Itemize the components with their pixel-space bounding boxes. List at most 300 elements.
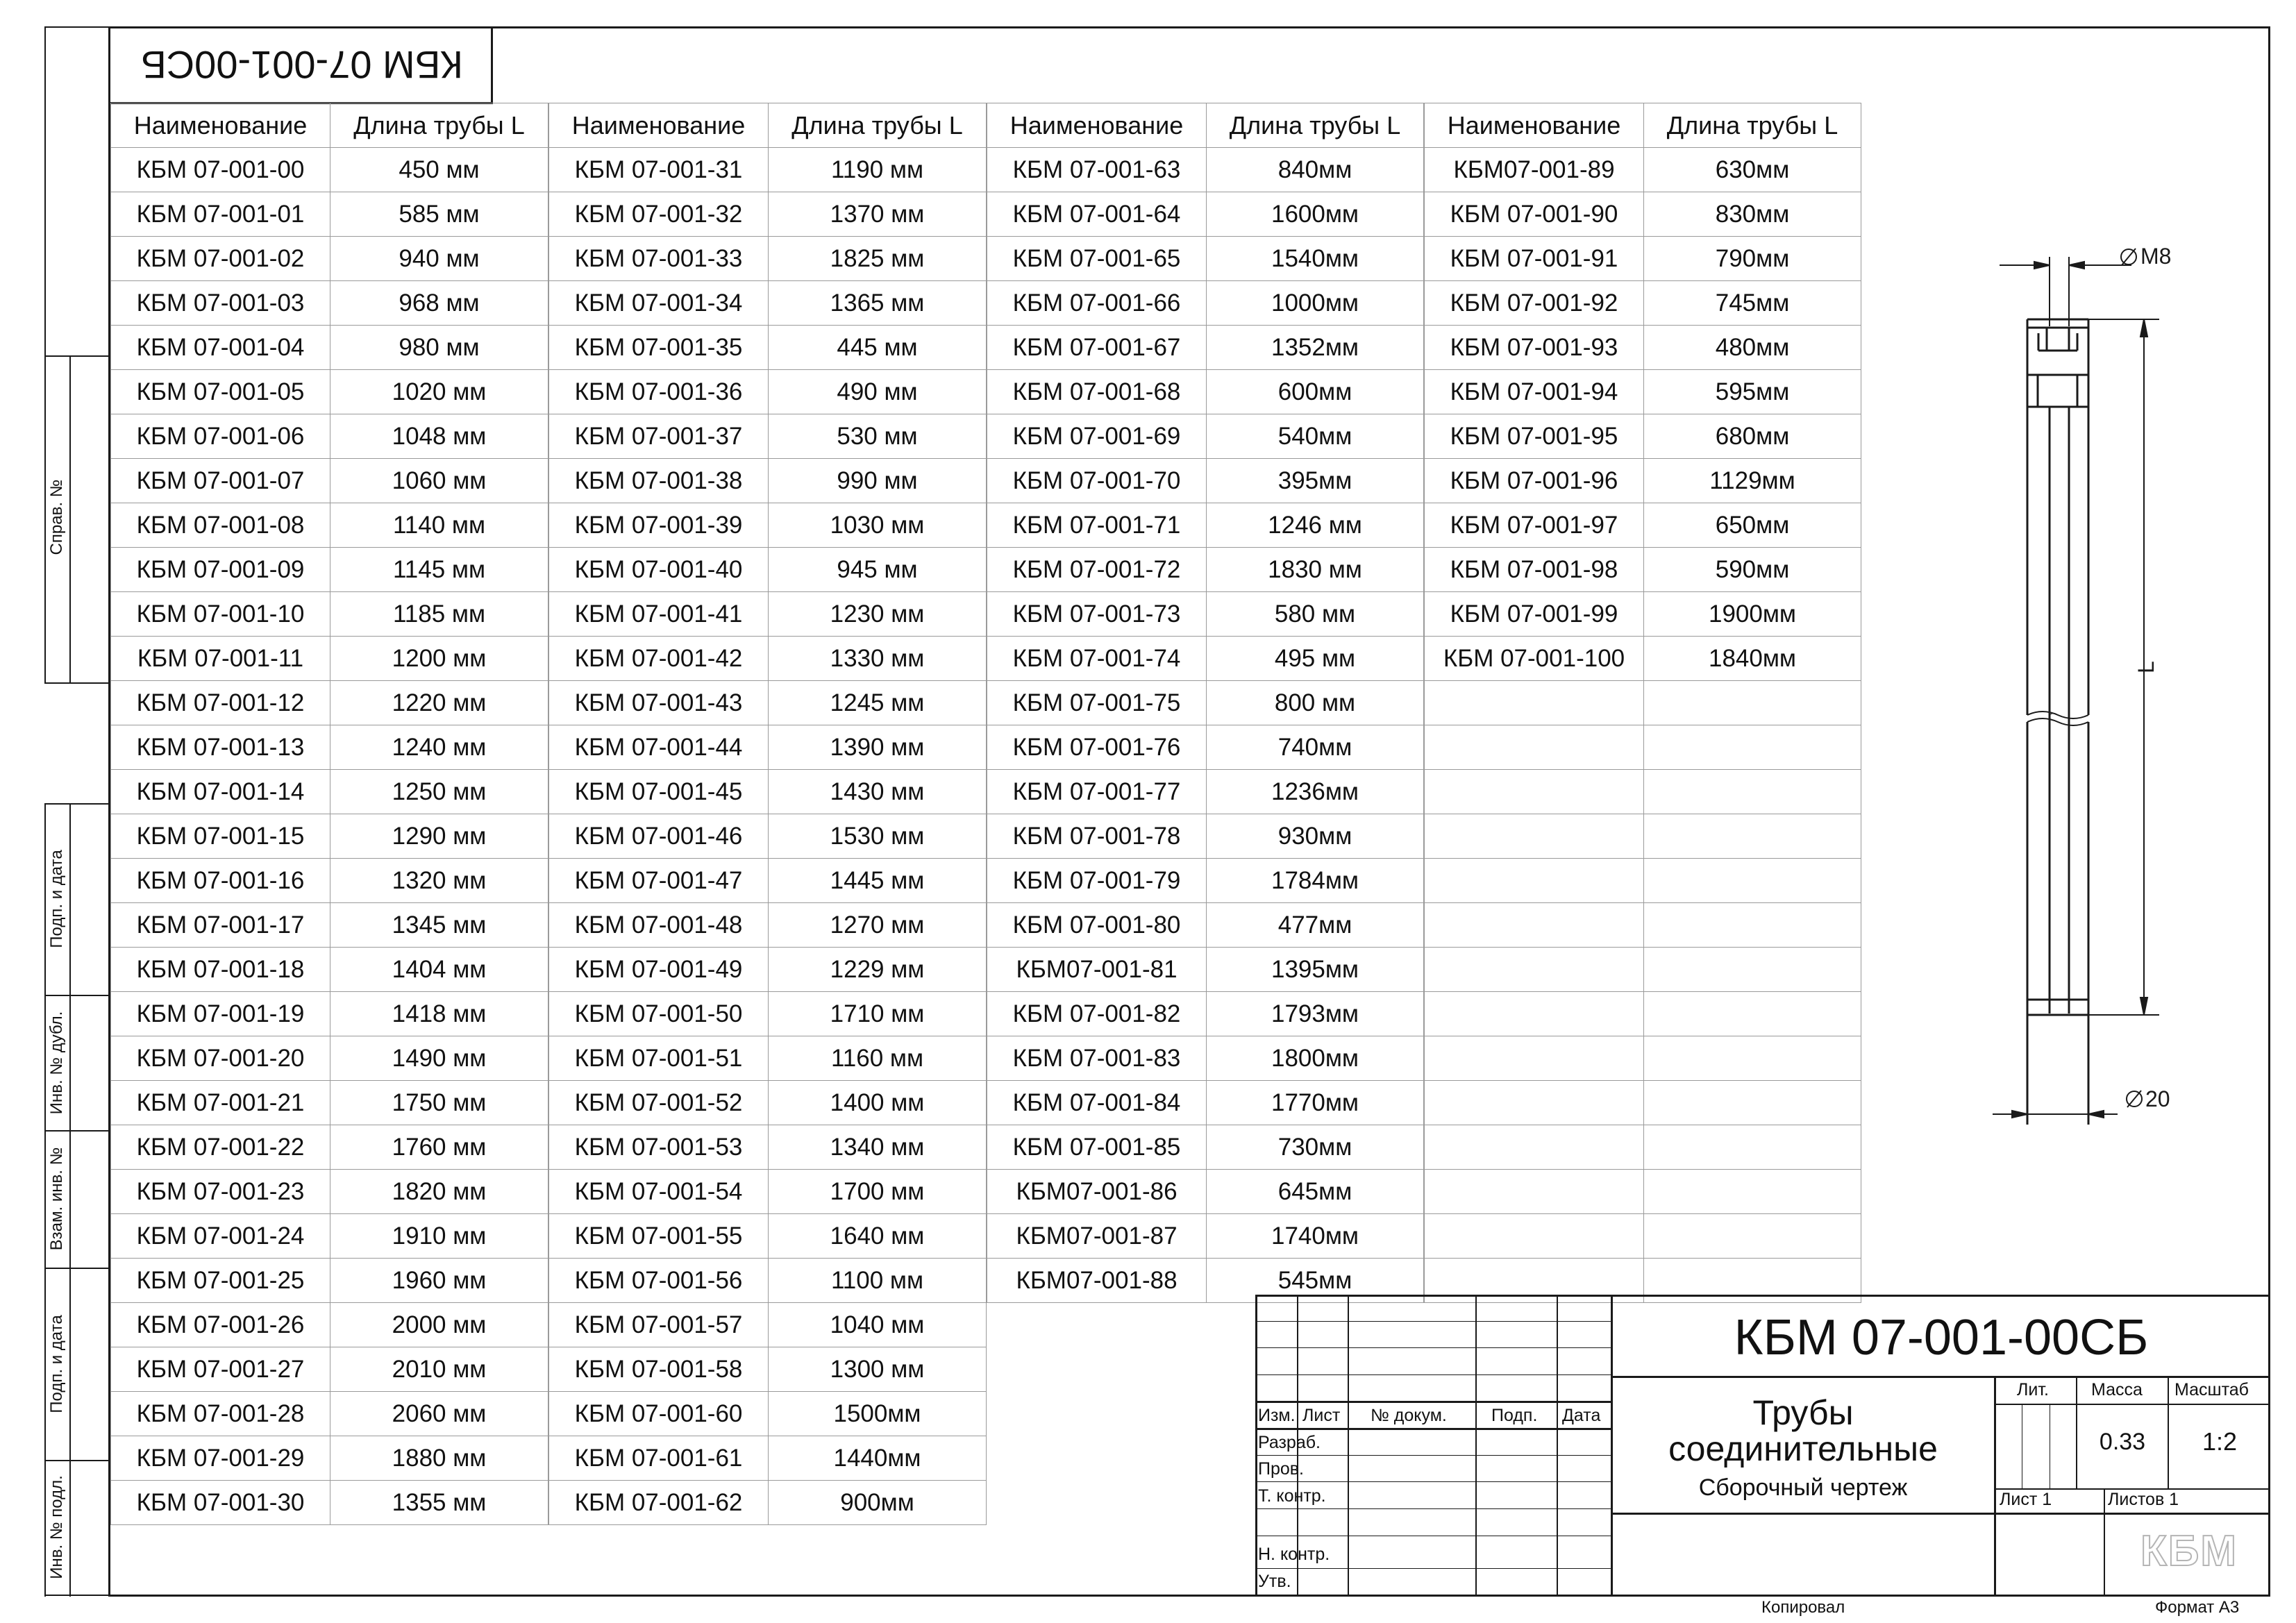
table-row [549, 903, 987, 948]
cell-length: 1100 мм [769, 1259, 987, 1303]
col-header-length: Длина трубы L [1207, 103, 1424, 148]
cell-name: КБМ 07-001-24 [111, 1214, 330, 1259]
cell-name: КБМ 07-001-23 [111, 1170, 330, 1214]
margin-strip-line [69, 355, 71, 684]
cell-length: 630мм [1644, 148, 1861, 192]
table-row [111, 948, 548, 992]
cell-name: КБМ 07-001-61 [549, 1436, 769, 1481]
cell-name: КБМ 07-001-74 [987, 637, 1207, 681]
table-row [111, 1125, 548, 1170]
cell-length: 540мм [1207, 414, 1424, 459]
cell-length: 1600мм [1207, 192, 1424, 237]
margin-label-podp-data-2: Подп. и дата [47, 1315, 66, 1413]
table-row [549, 548, 987, 592]
table-row [549, 948, 987, 992]
footer-format: Формат А3 [2155, 1598, 2240, 1617]
table-row [987, 281, 1424, 326]
table-row [549, 1347, 987, 1392]
table-row [1425, 1170, 1861, 1214]
cell-name [1425, 1170, 1644, 1214]
cell-name: КБМ 07-001-51 [549, 1036, 769, 1081]
tb-line [1611, 1513, 2270, 1515]
table-row [987, 725, 1424, 770]
cell-length: 1700 мм [769, 1170, 987, 1214]
tb-row-nkontr: Н. контр. [1258, 1545, 1330, 1564]
spec-table-2 [548, 103, 987, 1525]
table-row [549, 1303, 987, 1347]
cell-name: КБМ 07-001-73 [987, 592, 1207, 637]
tb-line [1255, 1321, 1612, 1322]
table-row [549, 1081, 987, 1125]
tb-subtitle: Сборочный чертеж [1698, 1474, 1908, 1501]
cell-name: КБМ 07-001-30 [111, 1481, 330, 1525]
cell-name: КБМ 07-001-15 [111, 814, 330, 859]
cell-name: КБМ 07-001-47 [549, 859, 769, 903]
cell-length: 1445 мм [769, 859, 987, 903]
cell-length: 1190 мм [769, 148, 987, 192]
tb-line [1475, 1295, 1477, 1597]
cell-length: 745мм [1644, 281, 1861, 326]
cell-length [1644, 681, 1861, 725]
cell-length: 730мм [1207, 1125, 1424, 1170]
table-row [1425, 503, 1861, 548]
table-row [1425, 814, 1861, 859]
tb-row-tkontr: Т. контр. [1258, 1486, 1326, 1506]
table-row [1425, 1125, 1861, 1170]
cell-name: КБМ 07-001-43 [549, 681, 769, 725]
cell-name: КБМ 07-001-94 [1425, 370, 1644, 414]
table-row [987, 148, 1424, 192]
table-row [111, 1081, 548, 1125]
cell-length: 990 мм [769, 459, 987, 503]
tb-col-izm: Изм. [1258, 1406, 1296, 1425]
cell-name: КБМ 07-001-00 [111, 148, 330, 192]
spec-header-row [1425, 103, 1861, 148]
table-row [111, 1436, 548, 1481]
cell-name [1425, 1081, 1644, 1125]
cell-length: 940 мм [330, 237, 548, 281]
col-header-name: Наименование [111, 103, 330, 148]
tb-mass-value: 0.33 [2099, 1429, 2146, 1455]
cell-name: КБМ 07-001-38 [549, 459, 769, 503]
table-row [549, 681, 987, 725]
table-row [111, 148, 548, 192]
table-row [549, 992, 987, 1036]
cell-length: 1330 мм [769, 637, 987, 681]
tb-line [1255, 1481, 1612, 1482]
cell-length [1644, 1081, 1861, 1125]
cell-length: 800 мм [1207, 681, 1424, 725]
table-row [987, 548, 1424, 592]
cell-name: КБМ 07-001-85 [987, 1125, 1207, 1170]
cell-length: 740мм [1207, 725, 1424, 770]
dim-diameter-label: 20 [2145, 1086, 2170, 1111]
table-row [549, 1214, 987, 1259]
table-row [1425, 148, 1861, 192]
cell-name [1425, 1214, 1644, 1259]
cell-name: КБМ 07-001-70 [987, 459, 1207, 503]
cell-name: КБМ 07-001-54 [549, 1170, 769, 1214]
cell-name: КБМ 07-001-45 [549, 770, 769, 814]
cell-length: 1200 мм [330, 637, 548, 681]
cell-name: КБМ 07-001-07 [111, 459, 330, 503]
cell-length: 1270 мм [769, 903, 987, 948]
cell-length: 1230 мм [769, 592, 987, 637]
table-row [987, 770, 1424, 814]
table-row [987, 326, 1424, 370]
table-row [111, 770, 548, 814]
table-row [111, 281, 548, 326]
tb-line [1255, 1374, 1612, 1375]
cell-length [1644, 1125, 1861, 1170]
cell-length: 650мм [1644, 503, 1861, 548]
cell-length: 1500мм [769, 1392, 987, 1436]
cell-name [1425, 814, 1644, 859]
table-row [111, 503, 548, 548]
tb-line [1255, 1455, 1612, 1456]
kbm-logo [2130, 1527, 2248, 1576]
cell-length: 1430 мм [769, 770, 987, 814]
cell-length [1644, 1214, 1861, 1259]
cell-name: КБМ 07-001-67 [987, 326, 1207, 370]
margin-label-vzam-inv: Взам. инв. № [47, 1147, 66, 1251]
cell-name: КБМ 07-001-82 [987, 992, 1207, 1036]
table-row [1425, 1036, 1861, 1081]
margin-strip-line [44, 355, 110, 357]
tb-line [1994, 1376, 1996, 1597]
cell-name: КБМ 07-001-100 [1425, 637, 1644, 681]
cell-length: 900мм [769, 1481, 987, 1525]
cell-name: КБМ 07-001-21 [111, 1081, 330, 1125]
cell-name: КБМ 07-001-37 [549, 414, 769, 459]
cell-name: КБМ 07-001-80 [987, 903, 1207, 948]
table-row [1425, 1214, 1861, 1259]
cell-length [1644, 859, 1861, 903]
cell-name: КБМ 07-001-04 [111, 326, 330, 370]
cell-length: 1030 мм [769, 503, 987, 548]
table-row [987, 192, 1424, 237]
cell-length: 1345 мм [330, 903, 548, 948]
tb-line [1255, 1428, 1612, 1430]
spec-table-3 [987, 103, 1424, 1303]
table-row [1425, 1081, 1861, 1125]
cell-name: КБМ 07-001-05 [111, 370, 330, 414]
cell-length: 1440мм [769, 1436, 987, 1481]
tb-title-line1: Трубы [1752, 1393, 1854, 1432]
spec-header-row [111, 103, 548, 148]
cell-length: 1825 мм [769, 237, 987, 281]
cell-name: КБМ 07-001-52 [549, 1081, 769, 1125]
tb-line [1255, 1401, 1612, 1403]
cell-length: 1060 мм [330, 459, 548, 503]
tb-line [1994, 1404, 2270, 1405]
table-row [549, 414, 987, 459]
cell-name [1425, 948, 1644, 992]
cell-name: КБМ 07-001-98 [1425, 548, 1644, 592]
cell-length: 1760 мм [330, 1125, 548, 1170]
cell-length: 680мм [1644, 414, 1861, 459]
cell-name: КБМ 07-001-10 [111, 592, 330, 637]
cell-name: КБМ 07-001-62 [549, 1481, 769, 1525]
table-row [987, 1081, 1424, 1125]
cell-name: КБМ 07-001-75 [987, 681, 1207, 725]
table-row [111, 859, 548, 903]
cell-length: 790мм [1644, 237, 1861, 281]
tb-row-prov: Пров. [1258, 1459, 1305, 1479]
table-row [111, 903, 548, 948]
cell-name: КБМ 07-001-96 [1425, 459, 1644, 503]
table-row [1425, 548, 1861, 592]
cell-length [1644, 948, 1861, 992]
tb-line [1611, 1376, 2270, 1378]
cell-name: КБМ 07-001-01 [111, 192, 330, 237]
cell-length: 1370 мм [769, 192, 987, 237]
cell-name: КБМ 07-001-99 [1425, 592, 1644, 637]
cell-length: 980 мм [330, 326, 548, 370]
cell-length: 1220 мм [330, 681, 548, 725]
tb-sheets-label: Листов 1 [2108, 1490, 2179, 1509]
table-row [111, 992, 548, 1036]
margin-label-podp-data: Подп. и дата [47, 850, 66, 948]
table-row [549, 1170, 987, 1214]
table-row [111, 1214, 548, 1259]
table-row [987, 814, 1424, 859]
table-row [1425, 903, 1861, 948]
table-row [549, 1392, 987, 1436]
cell-name: КБМ 07-001-41 [549, 592, 769, 637]
cell-name: КБМ 07-001-09 [111, 548, 330, 592]
cell-name: КБМ 07-001-50 [549, 992, 769, 1036]
table-row [549, 237, 987, 281]
cell-length: 1246 мм [1207, 503, 1424, 548]
cell-name: КБМ07-001-81 [987, 948, 1207, 992]
cell-name: КБМ 07-001-95 [1425, 414, 1644, 459]
table-row [111, 1347, 548, 1392]
table-row [111, 1481, 548, 1525]
table-row [549, 1125, 987, 1170]
table-row [549, 1481, 987, 1525]
table-row [1425, 992, 1861, 1036]
tb-document-code: КБМ 07-001-00СБ [1734, 1310, 2149, 1365]
cell-name: КБМ 07-001-31 [549, 148, 769, 192]
tb-col-data: Дата [1562, 1406, 1601, 1425]
table-row [1425, 725, 1861, 770]
tb-scale-label: Масштаб [2175, 1380, 2249, 1399]
cell-name: КБМ 07-001-02 [111, 237, 330, 281]
cell-length: 1236мм [1207, 770, 1424, 814]
cell-length: 1250 мм [330, 770, 548, 814]
table-row [987, 1036, 1424, 1081]
table-row [1425, 414, 1861, 459]
table-row [549, 859, 987, 903]
table-row [1425, 326, 1861, 370]
cell-length: 1040 мм [769, 1303, 987, 1347]
cell-length: 1840мм [1644, 637, 1861, 681]
cell-name [1425, 859, 1644, 903]
col-header-name: Наименование [987, 103, 1207, 148]
cell-length: 1404 мм [330, 948, 548, 992]
table-row [1425, 281, 1861, 326]
table-row [987, 414, 1424, 459]
spec-header-row [987, 103, 1424, 148]
col-header-length: Длина трубы L [1644, 103, 1861, 148]
cell-length: 2060 мм [330, 1392, 548, 1436]
cell-name: КБМ 07-001-84 [987, 1081, 1207, 1125]
cell-length: 645мм [1207, 1170, 1424, 1214]
spec-table-4 [1424, 103, 1861, 1303]
cell-name [1425, 725, 1644, 770]
cell-name: КБМ 07-001-29 [111, 1436, 330, 1481]
cell-name: КБМ 07-001-28 [111, 1392, 330, 1436]
cell-length: 595мм [1644, 370, 1861, 414]
margin-strip-line [44, 682, 110, 684]
col-header-length: Длина трубы L [330, 103, 548, 148]
cell-name: КБМ 07-001-93 [1425, 326, 1644, 370]
cell-length: 1340 мм [769, 1125, 987, 1170]
table-row [549, 370, 987, 414]
table-row [111, 548, 548, 592]
cell-length: 968 мм [330, 281, 548, 326]
cell-length: 1820 мм [330, 1170, 548, 1214]
cell-name: КБМ 07-001-78 [987, 814, 1207, 859]
cell-length: 1390 мм [769, 725, 987, 770]
cell-name: КБМ 07-001-56 [549, 1259, 769, 1303]
cell-length: 1290 мм [330, 814, 548, 859]
cell-name: КБМ 07-001-39 [549, 503, 769, 548]
table-row [987, 859, 1424, 903]
cell-length: 1300 мм [769, 1347, 987, 1392]
cell-name: КБМ 07-001-83 [987, 1036, 1207, 1081]
margin-strip-line [44, 26, 110, 28]
tb-mass-label: Масса [2091, 1380, 2143, 1399]
cell-name: КБМ 07-001-90 [1425, 192, 1644, 237]
tb-row-razrab: Разраб. [1258, 1433, 1321, 1452]
cell-name: КБМ 07-001-49 [549, 948, 769, 992]
cell-length: 1960 мм [330, 1259, 548, 1303]
cell-name: КБМ 07-001-48 [549, 903, 769, 948]
tb-line [1255, 1508, 1612, 1509]
cell-length: 1355 мм [330, 1481, 548, 1525]
table-row [549, 592, 987, 637]
cell-length: 1530 мм [769, 814, 987, 859]
cell-length [1644, 814, 1861, 859]
table-row [987, 503, 1424, 548]
cell-name: КБМ 07-001-92 [1425, 281, 1644, 326]
cell-name [1425, 1036, 1644, 1081]
cell-name: КБМ 07-001-36 [549, 370, 769, 414]
cell-name: КБМ 07-001-79 [987, 859, 1207, 903]
cell-name: КБМ 07-001-33 [549, 237, 769, 281]
table-row [987, 1214, 1424, 1259]
table-row [111, 459, 548, 503]
cell-length: 1540мм [1207, 237, 1424, 281]
cell-length: 830мм [1644, 192, 1861, 237]
cell-name: КБМ 07-001-35 [549, 326, 769, 370]
cell-length: 1352мм [1207, 326, 1424, 370]
cell-length: 1784мм [1207, 859, 1424, 903]
table-row [1425, 770, 1861, 814]
cell-length: 1770мм [1207, 1081, 1424, 1125]
cell-length [1644, 725, 1861, 770]
table-row [111, 1036, 548, 1081]
cell-length: 2000 мм [330, 1303, 548, 1347]
cell-length: 1145 мм [330, 548, 548, 592]
cell-length: 1240 мм [330, 725, 548, 770]
footer-copied: Копировал [1761, 1598, 1845, 1617]
cell-name: КБМ 07-001-91 [1425, 237, 1644, 281]
cell-length [1644, 1036, 1861, 1081]
cell-length: 1229 мм [769, 948, 987, 992]
cell-name: КБМ 07-001-26 [111, 1303, 330, 1347]
cell-length: 490 мм [769, 370, 987, 414]
margin-strip-line [69, 803, 71, 1597]
table-row [549, 503, 987, 548]
table-row [549, 725, 987, 770]
tb-lit-label: Лит. [2017, 1380, 2049, 1399]
cell-length: 930мм [1207, 814, 1424, 859]
cell-length: 580 мм [1207, 592, 1424, 637]
cell-name: КБМ 07-001-40 [549, 548, 769, 592]
dim-thread-label: M8 [2140, 244, 2172, 269]
cell-name: КБМ 07-001-97 [1425, 503, 1644, 548]
dim-length-label: L [2134, 661, 2159, 673]
cell-length: 1020 мм [330, 370, 548, 414]
cell-name: КБМ 07-001-77 [987, 770, 1207, 814]
cell-name: КБМ 07-001-42 [549, 637, 769, 681]
cell-length: 395мм [1207, 459, 1424, 503]
table-row [111, 414, 548, 459]
table-row [987, 592, 1424, 637]
table-row [111, 814, 548, 859]
cell-length [1644, 770, 1861, 814]
margin-label-sprav: Справ. № [47, 479, 66, 555]
cell-length: 1365 мм [769, 281, 987, 326]
table-row [987, 948, 1424, 992]
table-row [549, 1259, 987, 1303]
cell-name: КБМ 07-001-06 [111, 414, 330, 459]
table-row [111, 370, 548, 414]
cell-name [1425, 1125, 1644, 1170]
table-row [549, 326, 987, 370]
cell-length: 1185 мм [330, 592, 548, 637]
cell-length [1644, 903, 1861, 948]
cell-length: 530 мм [769, 414, 987, 459]
tb-col-doc: № докум. [1371, 1406, 1447, 1425]
cell-length: 1640 мм [769, 1214, 987, 1259]
table-row [111, 637, 548, 681]
table-row [111, 1303, 548, 1347]
table-row [987, 459, 1424, 503]
cell-length: 1830 мм [1207, 548, 1424, 592]
cell-name: КБМ 07-001-03 [111, 281, 330, 326]
cell-name: КБМ 07-001-11 [111, 637, 330, 681]
tb-col-list: Лист [1302, 1406, 1341, 1425]
cell-name: КБМ07-001-87 [987, 1214, 1207, 1259]
table-row [1425, 192, 1861, 237]
tb-scale-value: 1:2 [2202, 1427, 2238, 1456]
cell-name: КБМ 07-001-72 [987, 548, 1207, 592]
cell-length: 545мм [1207, 1259, 1424, 1303]
cell-name: КБМ 07-001-53 [549, 1125, 769, 1170]
table-row [549, 1436, 987, 1481]
cell-name: КБМ 07-001-14 [111, 770, 330, 814]
margin-strip-line [44, 803, 46, 1597]
cell-length: 445 мм [769, 326, 987, 370]
tb-line [1348, 1295, 1349, 1597]
cell-name: КБМ 07-001-16 [111, 859, 330, 903]
cell-name [1425, 681, 1644, 725]
cell-name: КБМ 07-001-08 [111, 503, 330, 548]
